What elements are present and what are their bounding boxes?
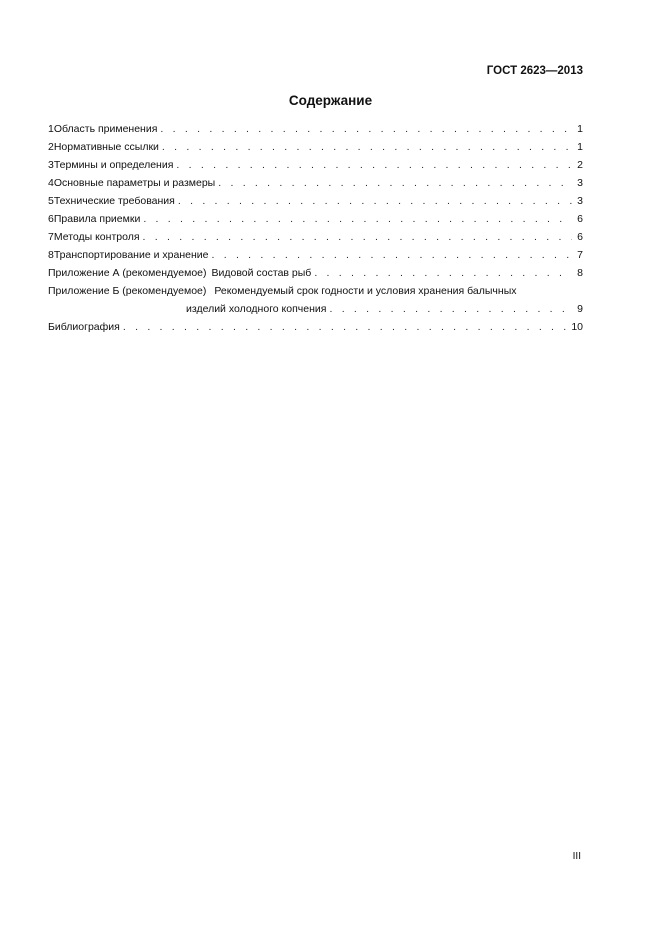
document-code: ГОСТ 2623—2013	[486, 65, 583, 77]
toc-entry-6[interactable]	[48, 210, 583, 228]
toc-appendix-b[interactable]	[48, 282, 583, 318]
appendix-page: 9	[577, 303, 583, 315]
leader-dots	[162, 138, 572, 156]
toc-appendix-a[interactable]	[48, 264, 583, 282]
toc-entry-label: Методы контроля	[53, 231, 140, 243]
appendix-label: Видовой состав рыб	[211, 267, 312, 279]
toc-entry-number: 8	[48, 249, 54, 261]
toc-entry-page: 3	[577, 195, 583, 207]
toc-entry-number: 1	[48, 123, 54, 135]
leader-dots	[160, 120, 572, 138]
toc-bibliography[interactable]	[48, 318, 583, 336]
toc-entry-label: Правила приемки	[53, 213, 141, 225]
appendix-prefix: Приложение Б (рекомендуемое)	[48, 285, 207, 297]
toc-entry-label: Термины и определения	[53, 159, 174, 171]
leader-dots	[218, 174, 572, 192]
toc-entry-label: Область применения	[53, 123, 158, 135]
toc-entry-number: 6	[48, 213, 54, 225]
toc-entry-page: 6	[577, 213, 583, 225]
bibliography-label: Библиография	[48, 321, 120, 333]
toc-entry-1[interactable]	[48, 120, 583, 138]
toc-entry-number: 7	[48, 231, 54, 243]
toc-title: Содержание	[288, 93, 373, 108]
leader-dots	[123, 318, 568, 336]
toc-entry-3[interactable]	[48, 156, 583, 174]
leader-dots	[211, 246, 572, 264]
toc-entry-label: Транспортирование и хранение	[53, 249, 209, 261]
table-of-contents	[48, 120, 583, 336]
toc-entry-page: 1	[577, 123, 583, 135]
leader-dots	[314, 264, 572, 282]
toc-entry-label: Технические требования	[53, 195, 175, 207]
leader-dots	[143, 210, 572, 228]
toc-entry-4[interactable]	[48, 174, 583, 192]
appendix-prefix: Приложение А (рекомендуемое)	[48, 267, 207, 279]
toc-entry-page: 1	[577, 141, 583, 153]
toc-entry-8[interactable]	[48, 246, 583, 264]
toc-entry-label: Основные параметры и размеры	[53, 177, 216, 189]
leader-dots	[176, 156, 572, 174]
toc-entry-label: Нормативные ссылки	[53, 141, 159, 153]
appendix-label-line2: изделий холодного копчения	[186, 303, 327, 315]
toc-entry-5[interactable]	[48, 192, 583, 210]
toc-entry-number: 5	[48, 195, 54, 207]
toc-entry-page: 6	[577, 231, 583, 243]
leader-dots	[329, 300, 572, 318]
toc-entry-number: 2	[48, 141, 54, 153]
leader-dots	[143, 228, 572, 246]
toc-entry-2[interactable]	[48, 138, 583, 156]
toc-entry-page: 2	[577, 159, 583, 171]
toc-entry-page: 7	[577, 249, 583, 261]
leader-dots	[178, 192, 572, 210]
appendix-page: 8	[577, 267, 583, 279]
toc-entry-page: 3	[577, 177, 583, 189]
page-number: III	[572, 851, 581, 862]
appendix-label-line1: Рекомендуемый срок годности и условия хранения балычных	[214, 285, 517, 297]
toc-entry-number: 4	[48, 177, 54, 189]
bibliography-page: 10	[571, 321, 583, 333]
toc-entry-number: 3	[48, 159, 54, 171]
toc-entry-7[interactable]	[48, 228, 583, 246]
